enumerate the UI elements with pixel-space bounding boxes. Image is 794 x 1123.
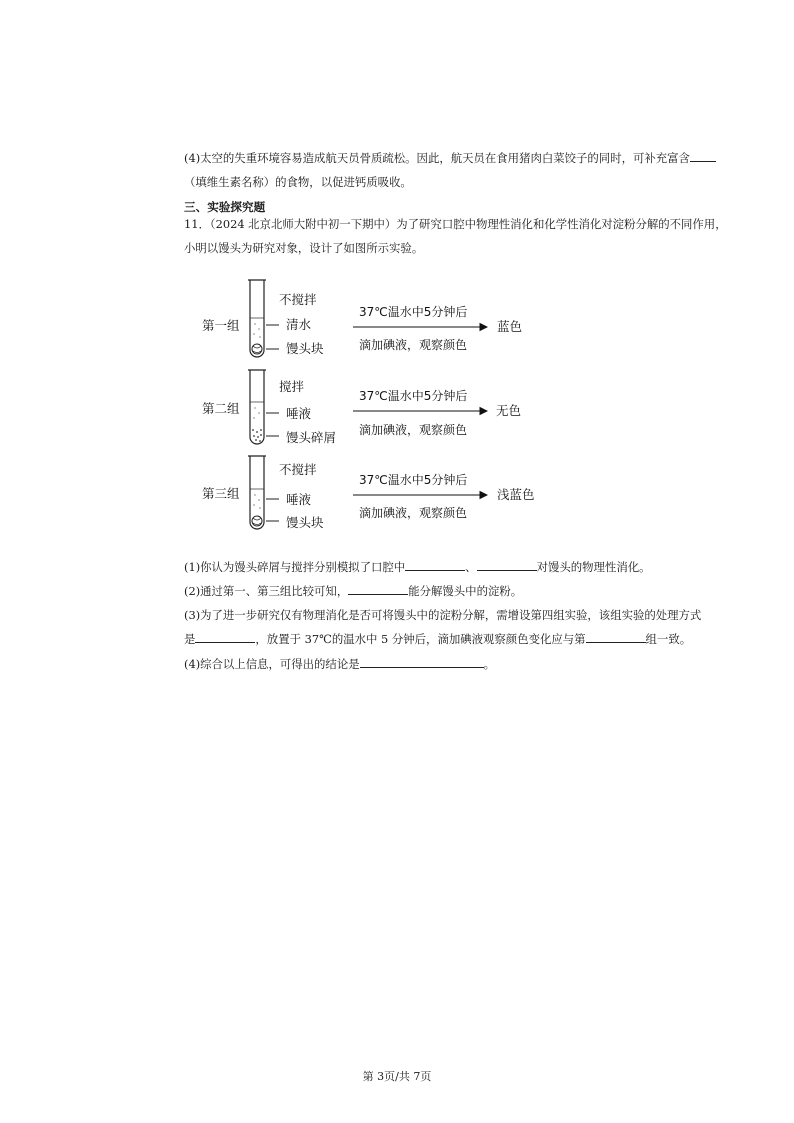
group-3-label: 第三组 bbox=[202, 486, 240, 501]
sub1-text-a: (1)你认为馒头碎屑与搅拌分别模拟了口腔中 bbox=[184, 560, 406, 574]
q4-text: (4)太空的失重环境容易造成航天员骨质疏松。因此，航天员在食用猪肉白菜饺子的同时，可补充富含 bbox=[184, 151, 690, 165]
q4-blank[interactable] bbox=[690, 150, 716, 162]
group-2 bbox=[202, 370, 521, 445]
group-2-result: 无色 bbox=[496, 403, 522, 418]
sub3-text-b: ，放置于 37℃的温水中 5 分钟后，滴加碘液观察颜色变化应与第 bbox=[255, 632, 586, 646]
group-2-label: 第二组 bbox=[202, 401, 240, 416]
q11-line2 bbox=[184, 240, 764, 256]
group-2-liquid: 唾液 bbox=[286, 406, 312, 421]
sub4-line bbox=[184, 656, 764, 672]
sub4-text-a: (4)综合以上信息，可得出的结论是 bbox=[184, 657, 360, 671]
q4-text-2: （填维生素名称）的食物，以促进钙质吸收。 bbox=[184, 175, 412, 189]
group-1-condition-bottom: 滴加碘液，观察颜色 bbox=[359, 338, 468, 352]
sub4-blank[interactable] bbox=[360, 656, 484, 668]
group-3-result: 浅蓝色 bbox=[497, 487, 535, 502]
group-2-solid: 馒头碎屑 bbox=[286, 430, 337, 445]
group-1-result: 蓝色 bbox=[497, 319, 523, 334]
sub3-blank-1[interactable] bbox=[195, 631, 255, 643]
sub3-line2 bbox=[184, 631, 764, 647]
sub1-blank-1[interactable] bbox=[405, 559, 465, 571]
sub3-text-a: 是 bbox=[184, 632, 196, 646]
sub1-sep: 、 bbox=[465, 560, 477, 574]
test-tube-2 bbox=[248, 370, 279, 444]
q11-line1 bbox=[184, 216, 764, 232]
sub3-blank-2[interactable] bbox=[586, 631, 646, 643]
sub2-line bbox=[184, 583, 764, 599]
q4-line1 bbox=[184, 150, 764, 166]
sub3-text-c: 组一致。 bbox=[645, 632, 692, 646]
group-2-condition-bottom: 滴加碘液，观察颜色 bbox=[359, 423, 468, 437]
group-2-stir: 搅拌 bbox=[279, 379, 305, 394]
q11-text-2: 小明以馒头为研究对象，设计了如图所示实验。 bbox=[184, 241, 424, 255]
sub1-line bbox=[184, 559, 764, 575]
page-footer: 第 3页/共 7页 bbox=[362, 1070, 432, 1083]
group-3-condition-top: 37℃温水中5分钟后 bbox=[359, 473, 468, 487]
group-1-liquid: 清水 bbox=[286, 317, 312, 332]
q4-line2 bbox=[184, 174, 764, 190]
group-1-stir: 不搅拌 bbox=[279, 292, 317, 307]
sub1-text-b: 对馒头的物理性消化。 bbox=[536, 560, 651, 574]
group-3-stir: 不搅拌 bbox=[279, 462, 317, 477]
group-1-solid: 馒头块 bbox=[286, 341, 324, 356]
group-2-condition-top: 37℃温水中5分钟后 bbox=[359, 389, 468, 403]
group-3-liquid: 唾液 bbox=[286, 492, 312, 507]
group-3-condition-bottom: 滴加碘液，观察颜色 bbox=[359, 506, 468, 520]
sub3-line1 bbox=[184, 607, 764, 623]
sub2-text-b: 能分解馒头中的淀粉。 bbox=[408, 584, 523, 598]
sub4-text-b: 。 bbox=[483, 657, 496, 671]
sub1-blank-2[interactable] bbox=[477, 559, 537, 571]
group-1-label: 第一组 bbox=[202, 318, 240, 333]
sub2-blank[interactable] bbox=[348, 583, 408, 595]
group-3 bbox=[202, 456, 535, 530]
test-tube-3 bbox=[248, 456, 279, 529]
test-tube-1 bbox=[248, 280, 279, 357]
group-1 bbox=[202, 280, 522, 357]
sub2-text-a: (2)通过第一、第三组比较可知， bbox=[184, 584, 349, 598]
sub3-text-1: (3)为了进一步研究仅有物理消化是否可将馒头中的淀粉分解，需增设第四组实验，该组实验的处理方式 bbox=[184, 608, 702, 622]
group-1-condition-top: 37℃温水中5分钟后 bbox=[359, 305, 468, 319]
section-title: 三、实验探究题 bbox=[184, 200, 266, 214]
group-3-solid: 馒头块 bbox=[286, 515, 324, 530]
q11-text: 11．（2024 北京北师大附中初一下期中）为了研究口腔中物理性消化和化学性消化对淀粉分解的不同作用， bbox=[184, 217, 727, 231]
